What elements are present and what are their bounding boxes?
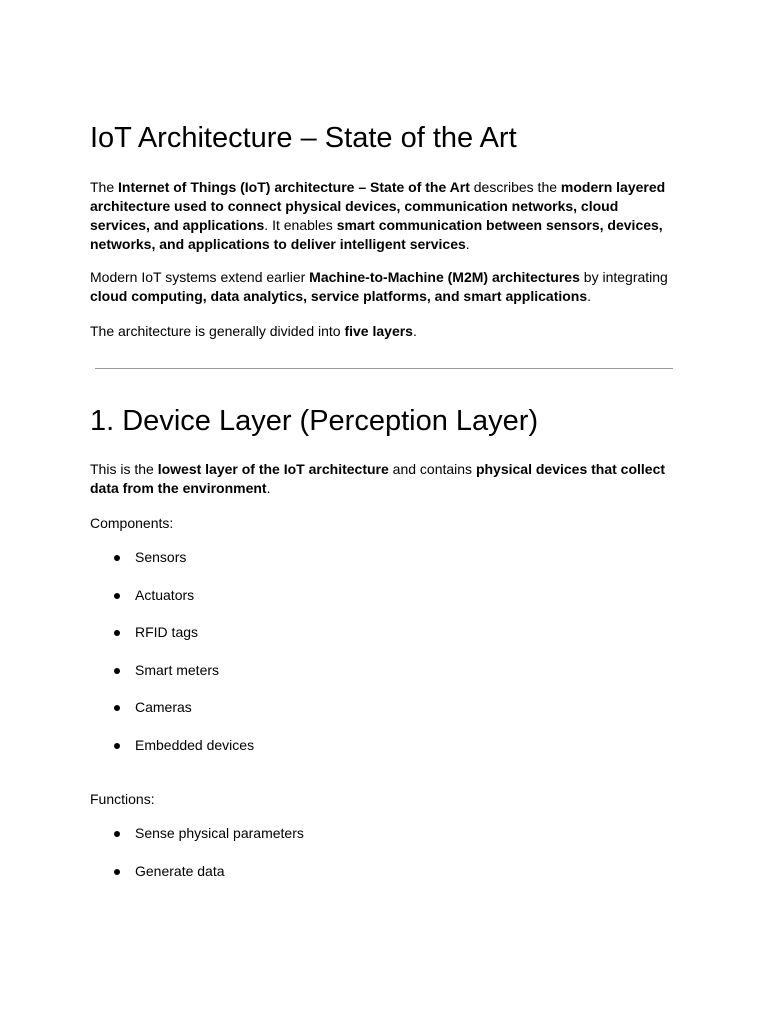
text-run: by integrating [579, 269, 668, 285]
bold-text-run: Machine-to-Machine (M2M) architectures [309, 269, 580, 285]
bullet-icon [114, 743, 120, 749]
text-run: . [465, 236, 470, 252]
text-run: This is the [90, 461, 158, 477]
list-item-text: Actuators [135, 586, 195, 603]
list-item-text: RFID tags [135, 624, 199, 641]
list-item-text: Generate data [135, 862, 225, 879]
list-item-text: Sense physical parameters [135, 825, 304, 841]
list-item-text: Cameras [135, 699, 192, 716]
text-run: and contains [388, 461, 476, 477]
page-title: IoT Architecture – State of the Art [90, 122, 517, 154]
components-label: Components: [90, 515, 174, 531]
bold-text-run: cloud computing, data analytics, service platforms, and smart applications [90, 288, 588, 304]
functions-label: Functions: [90, 791, 155, 807]
bullet-icon [114, 630, 120, 636]
list-item-text: Sensors [135, 549, 187, 565]
section-divider [95, 368, 673, 369]
bullet-icon [114, 831, 120, 837]
text-run: . It enables [264, 217, 337, 233]
text-run: . [266, 480, 271, 496]
intro-paragraph-3 [90, 322, 680, 341]
text-run: Modern IoT systems extend earlier [90, 269, 310, 285]
bold-text-run: modern layered architecture used to connect physical devices, communication networks, cloud services, and applications [90, 179, 666, 233]
text-run: . [587, 288, 592, 304]
bullet-icon [114, 705, 120, 711]
section-heading-device-layer: 1. Device Layer (Perception Layer) [90, 405, 539, 437]
intro-paragraph-1 [90, 178, 680, 254]
list-item-text: Embedded devices [135, 737, 255, 753]
bullet-icon [114, 668, 120, 674]
intro-paragraph-2 [90, 268, 680, 306]
text-run: The [90, 179, 119, 195]
device-layer-paragraph [90, 460, 680, 498]
bold-text-run: lowest layer of the IoT architecture [157, 461, 389, 477]
bullet-icon [114, 869, 120, 875]
text-run: The architecture is generally divided into [90, 323, 345, 339]
text-run: . [412, 323, 417, 339]
bold-text-run: Internet of Things (IoT) architecture – State of the Art [118, 179, 470, 195]
bullet-icon [114, 593, 120, 599]
bold-text-run: five layers [344, 323, 413, 339]
list-item-text: Smart meters [135, 661, 220, 678]
bold-text-run: smart communication between sensors, devices, networks, and applications to deliver intelligent services [90, 217, 663, 252]
bullet-icon [114, 555, 120, 561]
text-run: describes the [469, 179, 561, 195]
bold-text-run: physical devices that collect data from the environment [90, 461, 666, 496]
